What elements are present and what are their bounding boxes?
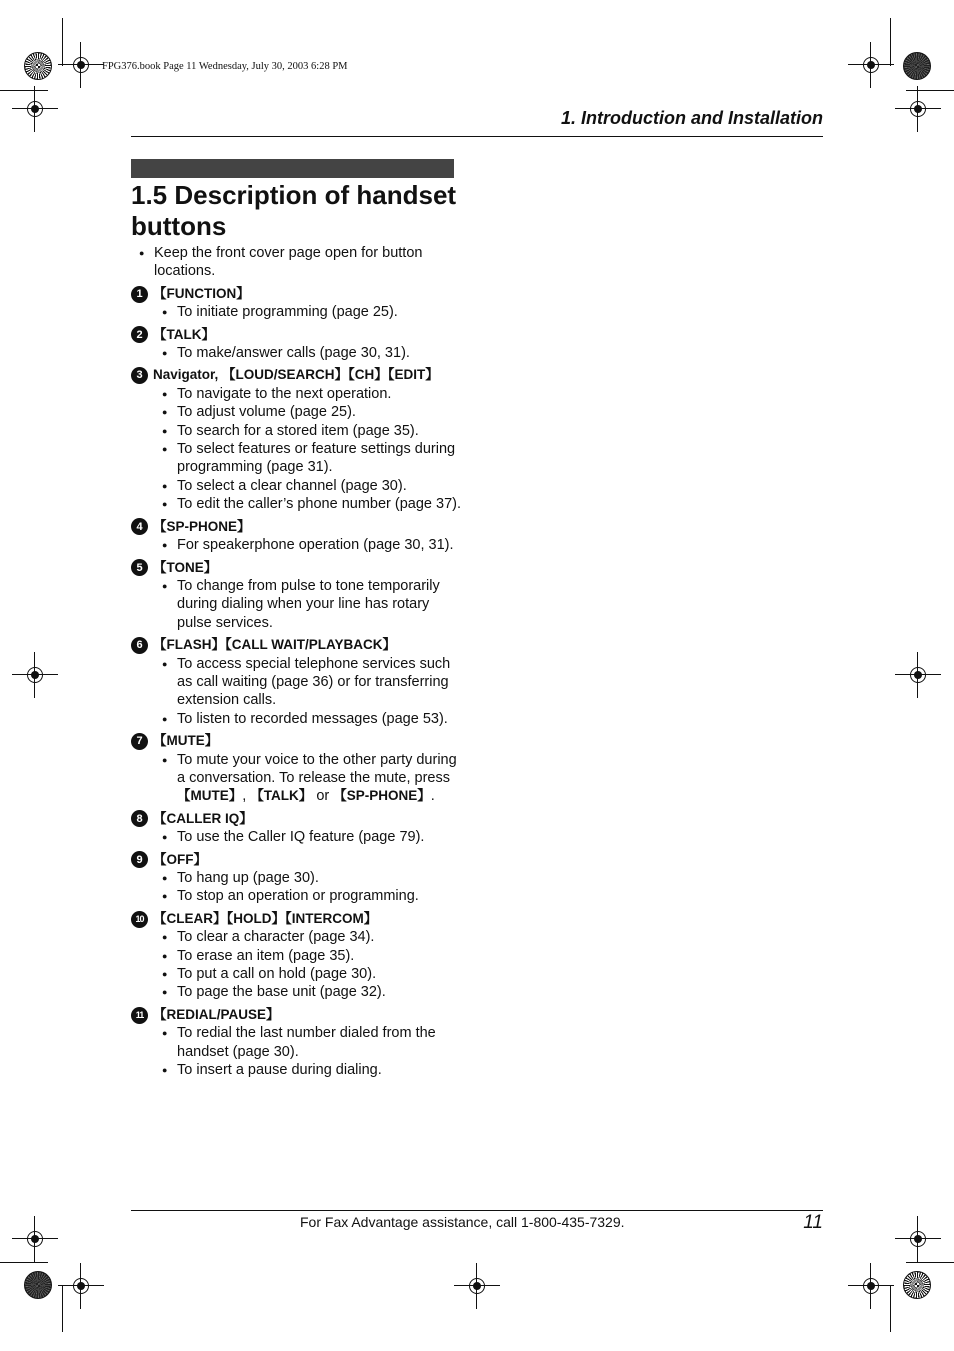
item-number-badge: 6 <box>131 637 148 654</box>
item-heading-redial-pause <box>131 1006 461 1024</box>
item-heading-text: 【TONE】 <box>153 559 218 575</box>
item-heading-text: 【FUNCTION】 <box>153 285 250 301</box>
item-heading-mute <box>131 732 461 750</box>
item-heading-caller-iq <box>131 810 461 828</box>
list-item: ● To page the base unit (page 32). <box>154 983 461 1001</box>
intro-bullet: ● Keep the front cover page open for button locations. <box>131 244 461 281</box>
list-item: ● For speakerphone operation (page 30, 31). <box>154 536 461 554</box>
item-heading-talk <box>131 326 461 344</box>
key-talk: 【TALK】 <box>250 788 313 804</box>
crosshair-registration-icon <box>70 54 92 76</box>
crosshair-registration-icon <box>466 1275 488 1297</box>
item-number-badge: 4 <box>131 518 148 535</box>
item-bullets <box>131 869 461 906</box>
item-heading-text: 【FLASH】【CALL WAIT/PLAYBACK】 <box>153 637 396 653</box>
item-bullets <box>131 1024 461 1079</box>
list-item: ● To clear a character (page 34). <box>154 928 461 946</box>
list-item: ● To adjust volume (page 25). <box>154 403 461 421</box>
item-heading-function <box>131 285 461 303</box>
section-title: 1.5 Description of handset buttons <box>131 180 457 241</box>
list-item: ● To stop an operation or programming. <box>154 887 461 905</box>
list-item: ● To select a clear channel (page 30). <box>154 477 461 495</box>
list-item: ● To put a call on hold (page 30). <box>154 965 461 983</box>
item-number-badge: 9 <box>131 851 148 868</box>
list-item: ● To change from pulse to tone temporarily during dialing when your line has rotary pulse services. <box>154 577 461 632</box>
footer-assistance: For Fax Advantage assistance, call 1-800-435-7329. <box>300 1214 625 1230</box>
item-bullets <box>131 828 461 846</box>
list-item: ● To edit the caller’s phone number (page 37). <box>154 495 461 513</box>
item-heading-text: 【TALK】 <box>153 326 215 342</box>
print-file-stamp: FPG376.book Page 11 Wednesday, July 30, 2003 6:28 PM <box>102 61 348 72</box>
list-item: ● To search for a stored item (page 35). <box>154 422 461 440</box>
key-mute: 【MUTE】 <box>177 788 243 804</box>
mute-text: To mute your voice to the other party during a conversation. To release the mute, press <box>177 751 457 786</box>
item-number-badge: 7 <box>131 733 148 750</box>
item-bullets <box>131 577 461 632</box>
item-heading-tone <box>131 559 461 577</box>
footer-divider <box>131 1210 823 1211</box>
item-bullets <box>131 385 461 514</box>
item-bullets <box>131 303 461 321</box>
item-number-badge: 3 <box>131 367 148 384</box>
list-item: ● To make/answer calls (page 30, 31). <box>154 344 461 362</box>
item-heading-text: Navigator, 【LOUD/SEARCH】【CH】【EDIT】 <box>153 367 439 383</box>
rosette-target-icon <box>903 52 931 80</box>
item-heading-text: 【SP-PHONE】 <box>153 518 251 534</box>
separator: , <box>242 788 251 805</box>
list-item: ● To erase an item (page 35). <box>154 947 461 965</box>
item-number-badge: 10 <box>131 911 148 928</box>
list-item: ● To listen to recorded messages (page 53). <box>154 710 461 728</box>
crosshair-registration-icon <box>907 1228 929 1250</box>
button-description-list <box>131 244 461 1079</box>
item-heading-sp-phone <box>131 518 461 536</box>
page-number: 11 <box>803 1212 823 1233</box>
crosshair-registration-icon <box>907 664 929 686</box>
list-item: ● To navigate to the next operation. <box>154 385 461 403</box>
crosshair-registration-icon <box>24 1228 46 1250</box>
list-item: ● To access special telephone services such as call waiting (page 36) or for transferring extension calls. <box>154 655 461 710</box>
list-item: ● To insert a pause during dialing. <box>154 1061 461 1079</box>
item-heading-navigator <box>131 366 461 384</box>
item-heading-text: 【CLEAR】【HOLD】【INTERCOM】 <box>153 910 378 926</box>
crosshair-registration-icon <box>24 98 46 120</box>
item-number-badge: 2 <box>131 326 148 343</box>
crosshair-registration-icon <box>907 98 929 120</box>
crosshair-registration-icon <box>70 1275 92 1297</box>
item-heading-text: 【CALLER IQ】 <box>153 810 253 826</box>
list-item: ● To hang up (page 30). <box>154 869 461 887</box>
item-heading-clear-hold-intercom <box>131 910 461 928</box>
item-number-badge: 8 <box>131 810 148 827</box>
crosshair-registration-icon <box>860 1275 882 1297</box>
item-heading-off <box>131 851 461 869</box>
sentence-end: . <box>430 788 435 805</box>
header-divider <box>131 136 823 137</box>
item-number-badge: 11 <box>131 1007 148 1024</box>
item-bullets <box>131 928 461 1002</box>
section-bar <box>131 159 454 178</box>
key-sp-phone: 【SP-PHONE】 <box>333 788 431 804</box>
item-heading-text: 【REDIAL/PAUSE】 <box>153 1006 280 1022</box>
crosshair-registration-icon <box>24 664 46 686</box>
chapter-title: 1. Introduction and Installation <box>560 108 823 128</box>
item-bullets <box>131 536 461 554</box>
item-heading-text: 【OFF】 <box>153 851 207 867</box>
rosette-target-icon <box>24 52 52 80</box>
item-bullets <box>131 751 461 806</box>
item-bullets <box>131 655 461 729</box>
crosshair-registration-icon <box>860 54 882 76</box>
list-item: ● To use the Caller IQ feature (page 79). <box>154 828 461 846</box>
item-heading-flash <box>131 636 461 654</box>
list-item: ● To initiate programming (page 25). <box>154 303 461 321</box>
item-bullets <box>131 344 461 362</box>
item-number-badge: 5 <box>131 559 148 576</box>
list-item <box>154 751 461 806</box>
list-item: ● To redial the last number dialed from the handset (page 30). <box>154 1024 461 1061</box>
rosette-target-icon <box>24 1271 52 1299</box>
list-item: ● To select features or feature settings during programming (page 31). <box>154 440 461 477</box>
rosette-target-icon <box>903 1271 931 1299</box>
item-heading-text: 【MUTE】 <box>153 733 219 749</box>
separator: or <box>312 788 334 805</box>
item-number-badge: 1 <box>131 286 148 303</box>
